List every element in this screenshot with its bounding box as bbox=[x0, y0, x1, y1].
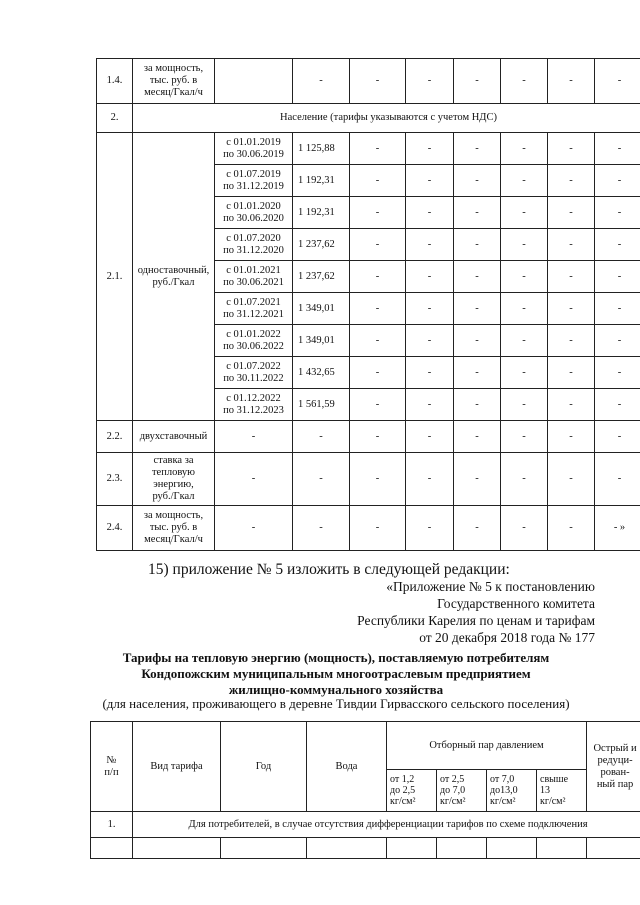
row-num: 1.4. bbox=[97, 59, 133, 104]
row-num: 2. bbox=[97, 104, 133, 133]
header-year: Год bbox=[221, 722, 307, 812]
empty-cell bbox=[91, 838, 133, 859]
attachment-line-3: Республики Карелия по ценам и тарифам bbox=[357, 613, 595, 628]
price-cell: 1 237,62 bbox=[293, 261, 350, 293]
period-cell: с 01.01.2020 по 30.06.2020 bbox=[215, 197, 293, 229]
value-cell: - bbox=[406, 133, 454, 165]
row-1-num: 1. bbox=[91, 812, 133, 838]
attachment-line-1: «Приложение № 5 к постановлению bbox=[386, 579, 595, 594]
value-cell: - bbox=[501, 229, 548, 261]
row-num: 2.1. bbox=[97, 133, 133, 421]
document-subtitle: (для населения, проживающего в деревне Тивдии Гирвасского сельского поселения) bbox=[102, 696, 570, 711]
value-cell: - bbox=[595, 389, 640, 421]
value-cell: - bbox=[406, 293, 454, 325]
value-cell: - bbox=[406, 59, 454, 104]
value-cell: - bbox=[350, 165, 406, 197]
period-cell: - bbox=[215, 421, 293, 453]
price-cell: 1 349,01 bbox=[293, 293, 350, 325]
value-cell: - bbox=[548, 506, 595, 551]
value-cell: - bbox=[501, 165, 548, 197]
empty-cell bbox=[307, 838, 387, 859]
value-cell: - bbox=[406, 165, 454, 197]
value-cell: - bbox=[548, 165, 595, 197]
header-tariff-type: Вид тарифа bbox=[133, 722, 221, 812]
value-cell: - bbox=[454, 197, 501, 229]
value-cell: - bbox=[595, 357, 640, 389]
period-cell: с 01.01.2019 по 30.06.2019 bbox=[215, 133, 293, 165]
tariff-name: одноставочный, руб./Гкал bbox=[133, 133, 215, 421]
empty-cell bbox=[587, 838, 640, 859]
value-cell: - bbox=[350, 133, 406, 165]
period-cell: - bbox=[215, 453, 293, 506]
value-cell: - bbox=[406, 197, 454, 229]
tariff-name: за мощность, тыс. руб. в месяц/Гкал/ч bbox=[133, 59, 215, 104]
value-cell: - bbox=[350, 229, 406, 261]
value-cell: - bbox=[595, 453, 640, 506]
tariff-name: ставка за тепловую энергию, руб./Гкал bbox=[133, 453, 215, 506]
value-cell: - bbox=[595, 421, 640, 453]
price-cell: 1 349,01 bbox=[293, 325, 350, 357]
empty-cell bbox=[387, 838, 437, 859]
header-sharp-steam: Острый и редуци- рован- ный пар bbox=[587, 722, 640, 812]
attachment-header bbox=[357, 578, 595, 646]
empty-cell bbox=[437, 838, 487, 859]
period-cell: с 01.07.2020 по 31.12.2020 bbox=[215, 229, 293, 261]
value-cell: - bbox=[350, 389, 406, 421]
value-cell: - bbox=[548, 229, 595, 261]
value-cell: - bbox=[454, 229, 501, 261]
attachment-line-4: от 20 декабря 2018 года № 177 bbox=[419, 630, 595, 645]
empty-cell bbox=[133, 838, 221, 859]
value-cell: - bbox=[595, 229, 640, 261]
price-cell: - bbox=[293, 59, 350, 104]
value-cell: - bbox=[548, 293, 595, 325]
value-cell: - bbox=[350, 293, 406, 325]
tariff-name: за мощность, тыс. руб. в месяц/Гкал/ч bbox=[133, 506, 215, 551]
value-cell: - bbox=[595, 59, 640, 104]
value-cell: - bbox=[548, 197, 595, 229]
row-num: 2.3. bbox=[97, 453, 133, 506]
value-cell: - bbox=[350, 59, 406, 104]
section-15-heading: 15) приложение № 5 изложить в следующей редакции: bbox=[148, 561, 510, 578]
price-cell: 1 237,62 bbox=[293, 229, 350, 261]
value-cell: - bbox=[548, 357, 595, 389]
value-cell: - bbox=[454, 261, 501, 293]
value-cell: - bbox=[454, 325, 501, 357]
value-cell: - bbox=[406, 453, 454, 506]
title-line-1: Тарифы на тепловую энергию (мощность), поставляемую потребителям bbox=[122, 650, 550, 665]
value-cell: - bbox=[454, 133, 501, 165]
value-cell: - bbox=[350, 261, 406, 293]
value-cell: - bbox=[454, 506, 501, 551]
value-cell: - bbox=[406, 357, 454, 389]
value-cell: - bbox=[454, 293, 501, 325]
value-cell: - bbox=[548, 261, 595, 293]
value-cell: - bbox=[501, 59, 548, 104]
value-cell: - bbox=[501, 389, 548, 421]
value-cell: - bbox=[350, 453, 406, 506]
value-cell: - bbox=[454, 389, 501, 421]
value-cell: - bbox=[454, 165, 501, 197]
period-cell: - bbox=[215, 506, 293, 551]
header-selected-steam: Отборный пар давлением bbox=[387, 722, 587, 770]
price-cell: - bbox=[293, 421, 350, 453]
period-cell: с 01.07.2021 по 31.12.2021 bbox=[215, 293, 293, 325]
row-num: 2.2. bbox=[97, 421, 133, 453]
value-cell: - bbox=[501, 293, 548, 325]
tariff-name: двухставочный bbox=[133, 421, 215, 453]
tariff-table-continued bbox=[96, 58, 640, 551]
attachment-line-2: Государственного комитета bbox=[437, 596, 595, 611]
value-cell: - bbox=[406, 421, 454, 453]
empty-cell bbox=[537, 838, 587, 859]
section-population: Население (тарифы указываются с учетом НДС) bbox=[133, 104, 640, 133]
value-cell: - bbox=[454, 59, 501, 104]
price-cell: 1 432,65 bbox=[293, 357, 350, 389]
value-cell: - bbox=[350, 357, 406, 389]
value-cell: - bbox=[595, 293, 640, 325]
title-line-3: жилищно-коммунального хозяйства bbox=[228, 682, 444, 697]
value-cell: - bbox=[501, 506, 548, 551]
header-num: № п/п bbox=[91, 722, 133, 812]
value-cell: - bbox=[548, 59, 595, 104]
value-cell: - bbox=[406, 325, 454, 357]
header-steam-2.5-7: от 2,5 до 7,0 кг/см² bbox=[437, 770, 487, 812]
value-cell: - bbox=[595, 325, 640, 357]
header-steam-1-2.5: от 1,2 до 2,5 кг/см² bbox=[387, 770, 437, 812]
value-cell: - bbox=[501, 197, 548, 229]
value-cell: - bbox=[548, 389, 595, 421]
value-cell: - bbox=[406, 229, 454, 261]
price-cell: 1 192,31 bbox=[293, 165, 350, 197]
period-cell bbox=[215, 59, 293, 104]
tariff-table-appendix-5 bbox=[90, 721, 640, 859]
value-cell: - bbox=[548, 453, 595, 506]
value-cell: - bbox=[501, 357, 548, 389]
row-num: 2.4. bbox=[97, 506, 133, 551]
period-cell: с 01.01.2021 по 30.06.2021 bbox=[215, 261, 293, 293]
value-cell: - bbox=[350, 197, 406, 229]
value-cell: - bbox=[501, 453, 548, 506]
value-cell: - bbox=[454, 421, 501, 453]
price-cell: 1 192,31 bbox=[293, 197, 350, 229]
header-steam-over-13: свыше 13 кг/см² bbox=[537, 770, 587, 812]
value-cell: - bbox=[548, 325, 595, 357]
period-cell: с 01.07.2019 по 31.12.2019 bbox=[215, 165, 293, 197]
value-cell: - bbox=[501, 421, 548, 453]
value-cell: - bbox=[350, 421, 406, 453]
value-cell: - bbox=[406, 506, 454, 551]
value-cell: - bbox=[548, 421, 595, 453]
price-cell: - bbox=[293, 453, 350, 506]
period-cell: с 01.12.2022 по 31.12.2023 bbox=[215, 389, 293, 421]
value-cell: - » bbox=[595, 506, 640, 551]
value-cell: - bbox=[548, 133, 595, 165]
value-cell: - bbox=[595, 261, 640, 293]
period-cell: с 01.01.2022 по 30.06.2022 bbox=[215, 325, 293, 357]
period-cell: с 01.07.2022 по 30.11.2022 bbox=[215, 357, 293, 389]
document-title bbox=[80, 650, 592, 698]
row-1-description: Для потребителей, в случае отсутствия дифференциации тарифов по схеме подключения bbox=[133, 812, 640, 838]
value-cell: - bbox=[454, 453, 501, 506]
value-cell: - bbox=[501, 325, 548, 357]
header-water: Вода bbox=[307, 722, 387, 812]
price-cell: - bbox=[293, 506, 350, 551]
value-cell: - bbox=[595, 197, 640, 229]
title-line-2: Кондопожским муниципальным многоотраслевым предприятием bbox=[141, 666, 531, 681]
value-cell: - bbox=[454, 357, 501, 389]
price-cell: 1 125,88 bbox=[293, 133, 350, 165]
value-cell: - bbox=[406, 389, 454, 421]
value-cell: - bbox=[595, 165, 640, 197]
value-cell: - bbox=[501, 261, 548, 293]
empty-cell bbox=[487, 838, 537, 859]
value-cell: - bbox=[501, 133, 548, 165]
header-steam-7-13: от 7,0 до13,0 кг/см² bbox=[487, 770, 537, 812]
value-cell: - bbox=[350, 325, 406, 357]
value-cell: - bbox=[350, 506, 406, 551]
empty-cell bbox=[221, 838, 307, 859]
value-cell: - bbox=[595, 133, 640, 165]
value-cell: - bbox=[406, 261, 454, 293]
price-cell: 1 561,59 bbox=[293, 389, 350, 421]
